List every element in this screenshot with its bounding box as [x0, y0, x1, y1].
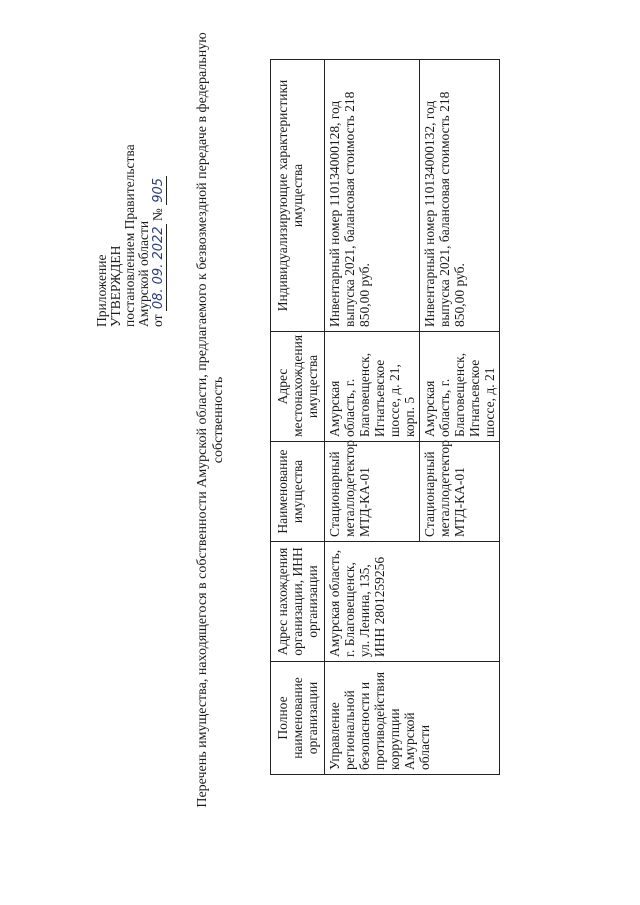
item-location-cell: Амурская область, г. Благовещенск, Игнатьевское шоссе, д. 21, корп. 5 — [325, 332, 420, 442]
item-name-cell: Стационарный металлодетектор МТД-КА-01 — [420, 442, 500, 542]
number-label: № — [150, 208, 165, 222]
column-header: Наименование имущества — [271, 442, 325, 542]
column-header: Индивидуализирующие характеристики имущества — [271, 60, 325, 332]
handwritten-number: 905 — [151, 177, 166, 203]
column-header: Адрес нахождения организации, ИНН организации — [271, 542, 325, 662]
item-name-cell: Стационарный металлодетектор МТД-КА-01 — [325, 442, 420, 542]
item-characteristics-cell: Инвентарный номер 110134000132, год выпуска 2021, балансовая стоимость 218 850,00 руб. — [420, 60, 500, 332]
handwritten-date: 08. 09. 2022 — [151, 226, 166, 310]
approval-block — [95, 87, 167, 327]
item-characteristics-cell: Инвентарный номер 110134000128, год выпуска 2021, балансовая стоимость 218 850,00 руб. — [325, 60, 420, 332]
number-field — [151, 176, 167, 205]
approved-label: УТВЕРЖДЕН — [108, 245, 123, 327]
table-row — [325, 60, 420, 775]
column-header: Полное наименование организации — [271, 662, 325, 775]
decree-line-2: Амурской области — [136, 220, 151, 327]
organization-address-cell: Амурская область, г. Благовещенск, ул. Ленина, 135, ИНН 2801259256 — [325, 542, 420, 662]
organization-name-cell: Управление региональной безопасности и противодействия коррупции Амурской области — [325, 662, 500, 775]
column-header: Адрес местонахождения имущества — [271, 332, 325, 442]
decree-date-line — [151, 87, 167, 327]
organization-address-continued-cell — [420, 542, 500, 662]
table-header-row — [271, 60, 325, 775]
date-field — [151, 224, 167, 311]
property-table — [270, 59, 500, 775]
item-location-cell: Амурская область, г. Благовещенск, Игнатьевское шоссе, д. 21 — [420, 332, 500, 442]
decree-line-1: постановлением Правительства — [122, 144, 137, 327]
document-title: Перечень имущества, находящегося в собственности Амурской области, предлагаемого к безвозмездной передаче в федеральную собственность — [195, 32, 226, 808]
appendix-label: Приложение — [94, 254, 109, 327]
from-label: от — [150, 314, 165, 327]
